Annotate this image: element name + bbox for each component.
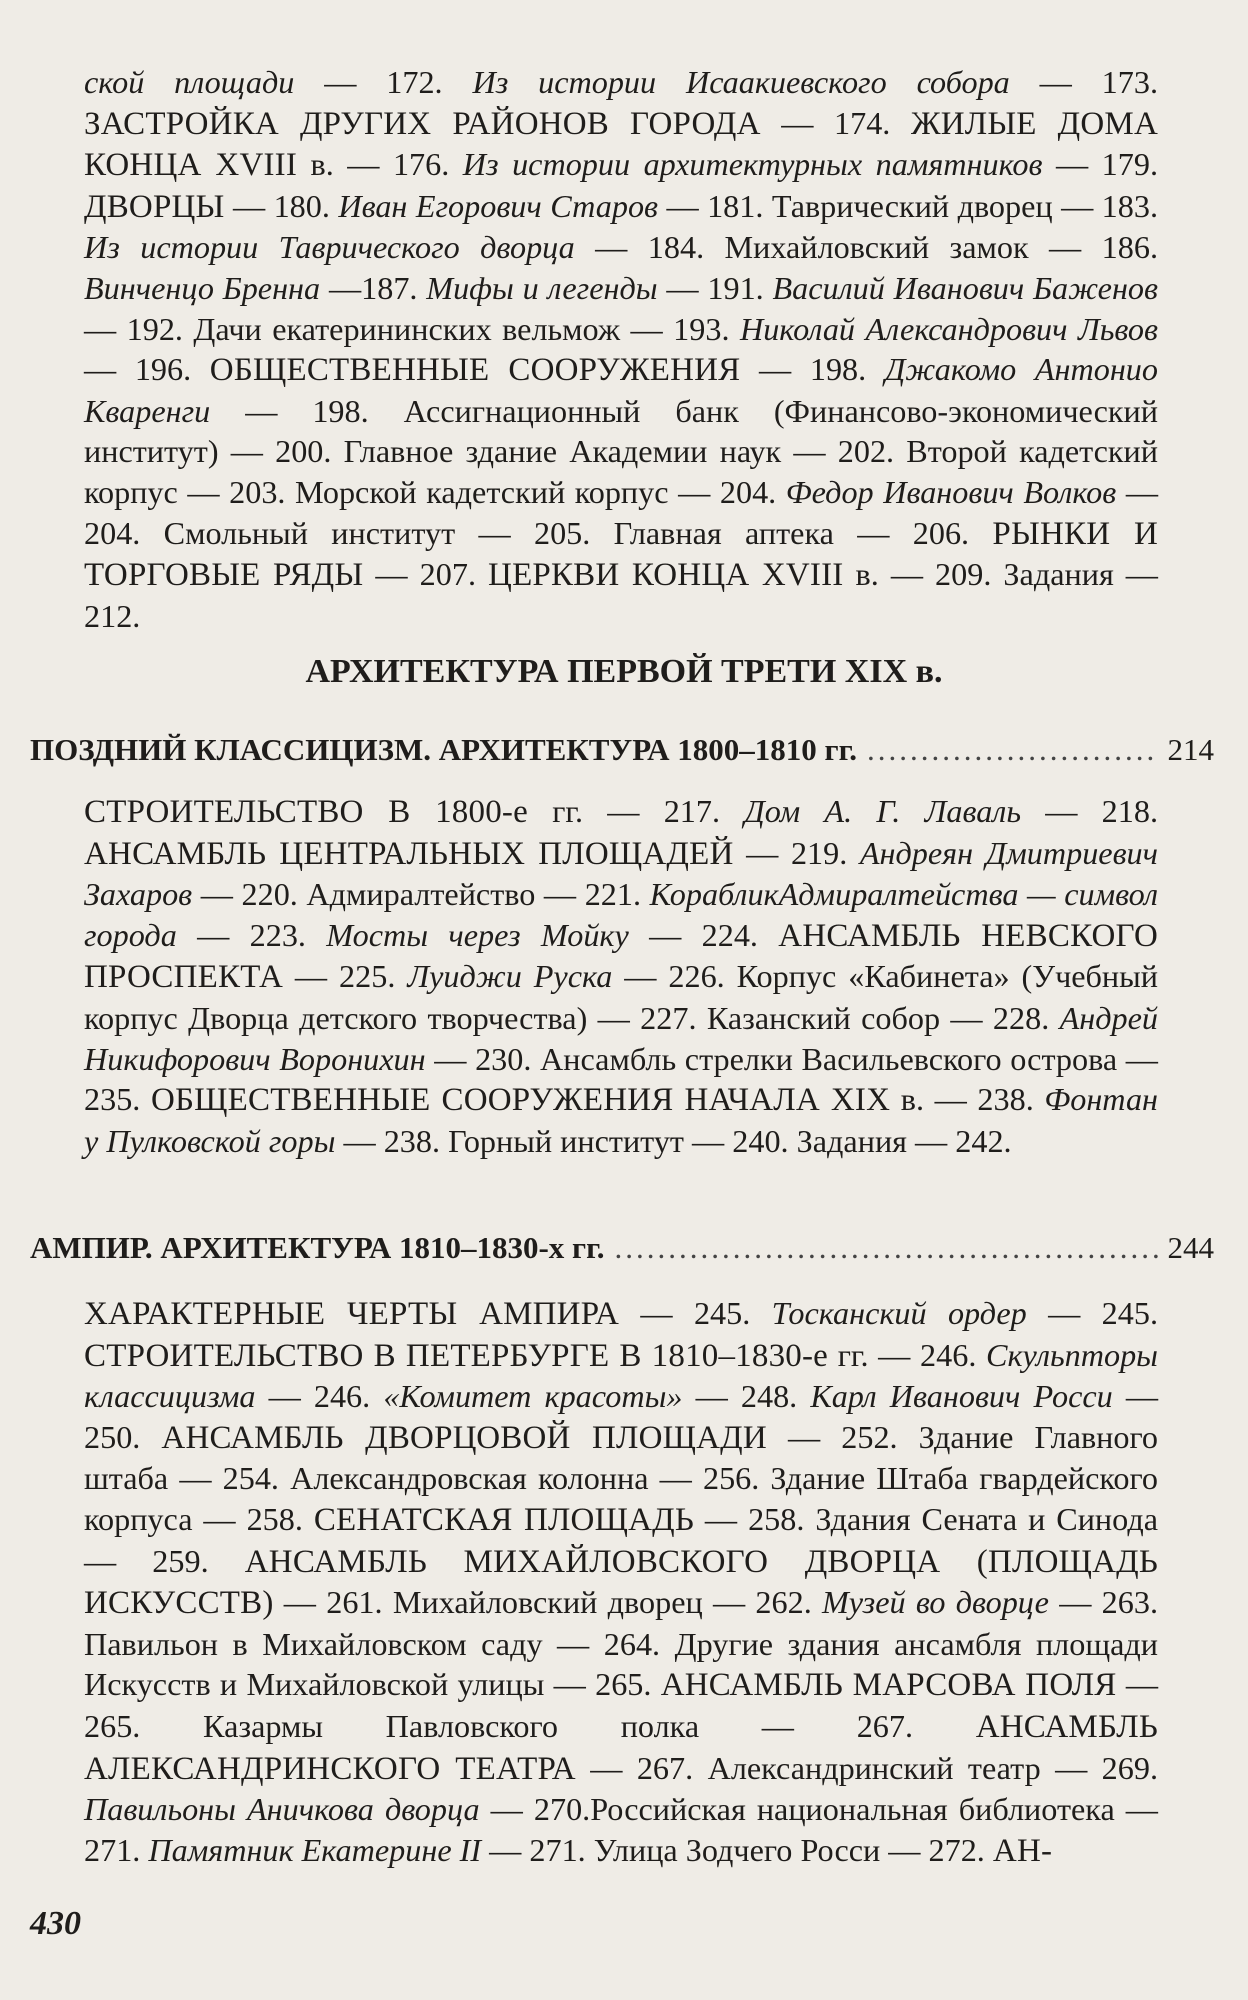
caps-run: ОБЩЕСТВЕННЫЕ СООРУЖЕНИЯ	[209, 352, 741, 389]
text-run: — 198. Ассигнационный банк (Финансово-экономический институт) — 200. Главное здание Академии наук — 202. Второй кадетский корпус — 203. Морской кадетский корпус — 204.	[84, 392, 1158, 510]
text-run: гг. — 217.	[527, 793, 745, 829]
text-run: — 220. Адмиралтейство — 221.	[192, 876, 650, 913]
text-run: — 225.	[282, 958, 408, 995]
text-run: — 191.	[657, 269, 773, 306]
caps-run: СТРОИТЕЛЬСТВО В ПЕТЕРБУРГЕ В 1810–1830-е	[84, 1337, 829, 1374]
italic-run: Винченцо Бренна	[84, 269, 321, 306]
italic-run: Дом А. Г. Лаваль	[744, 793, 1021, 829]
text-run: — 252. Здание Главного штаба — 254. Александровская колонна — 256. Здание Штаба гвардейского корпуса — 258.	[84, 1418, 1158, 1537]
text-run: — 246.	[255, 1378, 384, 1415]
italic-run: Скульпторы классицизма	[84, 1336, 1158, 1415]
italic-run: Андрей Никифорович Воронихин	[84, 999, 1158, 1077]
text-run: — 250.	[84, 1378, 1159, 1455]
text-run: — 245.	[619, 1295, 772, 1331]
italic-run: Фонтан у Пулковской горы	[84, 1081, 1159, 1159]
text-run: — 180.	[224, 187, 339, 224]
caps-run: ОБЩЕСТВЕННЫЕ СООРУЖЕНИЯ НАЧАЛА XIX	[150, 1082, 891, 1119]
italic-run: Мосты через Мойку	[326, 916, 629, 953]
text-run: — 248.	[682, 1378, 811, 1415]
italic-run: Карл Иванович Росси	[810, 1378, 1113, 1415]
italic-run: Павильоны Аничкова дворца	[84, 1791, 480, 1828]
text-run: — 218.	[1021, 793, 1159, 829]
text-run: — 223.	[176, 916, 327, 953]
caps-run: ЦЕРКВИ КОНЦА XVIII	[488, 557, 844, 594]
italic-run: Музей во дворце	[822, 1584, 1049, 1621]
italic-run: Мифы и легенды	[426, 269, 658, 306]
text-run: — 204. Смольный институт — 205. Главная аптека — 206.	[84, 473, 1159, 551]
text-run: — 267. Александринский театр — 269.	[575, 1749, 1159, 1786]
caps-run: ЗАСТРОЙКА ДРУГИХ РАЙОНОВ ГОРОДА	[84, 105, 761, 142]
text-run: — 245.	[1026, 1295, 1158, 1331]
text-run: — 198.	[740, 351, 885, 388]
italic-run: Иван Егорович Старов	[338, 187, 659, 224]
dot-leader	[614, 1228, 1157, 1268]
text-run: — 226. Корпус «Кабинета» (Учебный корпус Дворца детского творчества) — 227. Казанский собор — 228.	[84, 958, 1158, 1036]
text-run: — 184. Михайловский замок — 186.	[574, 229, 1158, 266]
caps-run: АНСАМБЛЬ ЦЕНТРАЛЬНЫХ ПЛОЩАДЕЙ	[84, 835, 734, 872]
toc-entry-late-classicism	[30, 730, 1214, 770]
italic-run: Из истории архитектурных памятников	[462, 146, 1043, 183]
dot-leader	[867, 730, 1158, 770]
toc-entry-empire	[30, 1228, 1214, 1268]
text-run: — 172.	[294, 64, 473, 100]
text-run: гг. — 246.	[828, 1336, 987, 1373]
italic-run: Памятник Екатерине II	[148, 1831, 482, 1868]
italic-run: Из истории Таврического дворца	[84, 229, 575, 266]
text-run: — 174.	[760, 104, 911, 141]
text-run: — 270.Российская национальная библиотека — 271.	[84, 1791, 1158, 1868]
toc-paragraph-3	[84, 1293, 1158, 1871]
caps-run: ЖИЛЫЕ ДОМА КОНЦА XVIII	[84, 105, 1158, 184]
text-run: — 219.	[733, 834, 860, 871]
text-run: — 224.	[628, 916, 779, 953]
text-run: — 230. Ансамбль стрелки Васильевского острова — 235.	[84, 1040, 1158, 1118]
text-run: — 173.	[1009, 64, 1158, 100]
text-run: — 181. Таврический дворец — 183.	[658, 187, 1159, 224]
text-run: —187.	[320, 269, 427, 306]
caps-run: СТРОИТЕЛЬСТВО В 1800-е	[84, 794, 528, 830]
italic-run: Федор Иванович Волков	[785, 473, 1117, 510]
text-run: — 258. Здания Сената и Синода — 259.	[84, 1500, 1158, 1579]
caps-run: ДВОРЦЫ	[84, 188, 225, 225]
text-run: — 196.	[84, 351, 210, 388]
toc-entry-title: ПОЗДНИЙ КЛАССИЦИЗМ. АРХИТЕКТУРА 1800–1810 гг.	[30, 732, 857, 767]
italic-run: Василий Иванович Баженов	[772, 269, 1158, 306]
toc-paragraph-1	[84, 62, 1158, 636]
text-run: — 238. Горный институт — 240. Задания — 242.	[335, 1122, 1012, 1159]
italic-run: Джакомо Антонио Кваренги	[84, 351, 1158, 429]
text-run: в. — 209. Задания — 212.	[84, 556, 1158, 634]
caps-run: СЕНАТСКАЯ ПЛОЩАДЬ	[313, 1501, 694, 1538]
text-run: — 271. Улица Зодчего Росси — 272.	[481, 1831, 993, 1868]
italic-run: ской площади	[84, 64, 295, 100]
toc-paragraph-2	[84, 791, 1158, 1161]
caps-run: АНСАМБЛЬ МАРСОВА ПОЛЯ	[660, 1667, 1117, 1704]
italic-run: Николай Александрович Львов	[739, 310, 1159, 347]
text-run: — 261. Михайловский дворец — 262.	[273, 1584, 822, 1621]
italic-run: «Комитет красоты»	[383, 1378, 683, 1415]
caps-run: АНСАМБЛЬ ДВОРЦОВОЙ ПЛОЩАДИ	[161, 1419, 767, 1456]
text-run: в. — 238.	[890, 1081, 1045, 1118]
text-run: — 179.	[1042, 146, 1158, 183]
caps-run: АНСАМБЛЬ АЛЕКСАНДРИНСКОГО ТЕАТРА	[84, 1708, 1158, 1787]
caps-run: РЫНКИ И ТОРГОВЫЕ РЯДЫ	[84, 515, 1158, 594]
part-title: АРХИТЕКТУРА ПЕРВОЙ ТРЕТИ XIX в.	[305, 653, 943, 690]
toc-entry-page: 244	[1167, 1230, 1214, 1265]
italic-run: Луиджи Руска	[407, 958, 613, 995]
page-number: 430	[30, 1905, 81, 1942]
italic-run: Тосканский ордер	[771, 1295, 1027, 1331]
text-run: — 265. Казармы Павловского полка — 267.	[84, 1666, 1159, 1744]
italic-run: Андреян Дмитриевич Захаров	[84, 834, 1158, 913]
italic-run: Из истории Исаакиевского собора	[472, 64, 1010, 100]
toc-entry-page: 214	[1167, 732, 1214, 767]
caps-run: АНСАМБЛЬ МИХАЙЛОВСКОГО ДВОРЦА (ПЛОЩАДЬ ИСКУССТВ)	[84, 1543, 1158, 1622]
italic-run: КорабликАдмиралтейства — символ города	[84, 876, 1158, 953]
text-run: — 263. Павильон в Михайловском саду — 264. Другие здания ансамбля площади Искусств и Михайловской улицы — 265.	[84, 1584, 1158, 1703]
toc-entry-title: АМПИР. АРХИТЕКТУРА 1810–1830-х гг.	[30, 1230, 605, 1265]
text-run: — 192. Дачи екатерининских вельмож — 193.	[84, 310, 740, 347]
caps-run: АНСАМБЛЬ НЕВСКОГО ПРОСПЕКТА	[84, 917, 1158, 996]
text-run: в. — 176.	[297, 146, 463, 183]
caps-run: ХАРАКТЕРНЫЕ ЧЕРТЫ АМПИРА	[84, 1296, 620, 1332]
caps-run: АН-	[992, 1832, 1053, 1869]
text-run: — 207.	[363, 556, 489, 593]
